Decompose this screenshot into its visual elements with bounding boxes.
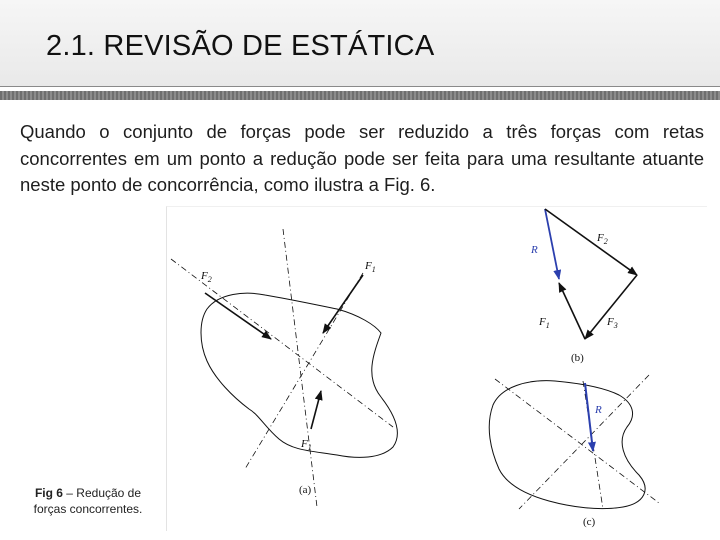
panel-b-label-r: R — [531, 244, 538, 256]
panel-b-label-f3: $F_3$ — [607, 316, 618, 330]
panel-c-label-r: R — [595, 404, 602, 416]
caption-text: – Redução de forças concorrentes. — [33, 486, 143, 516]
panel-a-body-outline — [201, 293, 397, 457]
panel-b-caption: (b) — [571, 352, 584, 364]
panel-a-label-f1-top: $F_1$ — [365, 260, 376, 274]
panel-c-body-outline — [489, 381, 645, 509]
title-divider-thick — [0, 91, 720, 100]
panel-a-label-f2: $F_2$ — [201, 270, 212, 284]
figure-caption — [18, 485, 158, 517]
panel-c-dash-line-2 — [519, 375, 649, 509]
title-bar — [0, 0, 720, 86]
panel-c-caption: (c) — [583, 516, 596, 528]
caption-bold: Fig 6 — [34, 486, 63, 500]
panel-b-arrow-f1 — [559, 283, 585, 339]
panel-a-dash-line-2 — [171, 259, 393, 427]
panel-a-arrow-f1-top — [323, 275, 363, 333]
panel-a-caption: (a) — [299, 484, 312, 496]
body-paragraph: Quando o conjunto de forças pode ser reduzido a três forças com retas concorrentes em um ponto a redução pode ser feita para uma resultante atuante neste ponto de concorrência, como ilustra a Fig. 6. — [20, 121, 704, 195]
panel-b-label-f2: $F_2$ — [597, 232, 608, 246]
slide-title: 2.1. REVISÃO DE ESTÁTICA — [46, 30, 435, 62]
panel-c-dash-line-1 — [495, 379, 659, 503]
panel-a-arrow-f2 — [205, 293, 271, 339]
panel-b-arrow-f2 — [545, 209, 637, 275]
force-figure — [166, 206, 707, 531]
panel-b-arrow-r — [545, 209, 559, 279]
force-diagram — [167, 207, 707, 531]
panel-b-arrow-f3 — [585, 275, 637, 339]
panel-c-arrow-r — [585, 383, 593, 451]
panel-c-diagram — [489, 375, 659, 528]
panel-b-label-f1: $F_1$ — [539, 316, 550, 330]
title-divider-thin — [0, 86, 720, 87]
panel-a-label-f1-bottom: $F_1$ — [301, 438, 312, 452]
panel-a-dash-line-1 — [283, 229, 317, 507]
panel-a-diagram — [171, 229, 397, 507]
panel-a-arrow-f1-bottom — [311, 391, 321, 429]
panel-b-diagram — [530, 209, 637, 364]
